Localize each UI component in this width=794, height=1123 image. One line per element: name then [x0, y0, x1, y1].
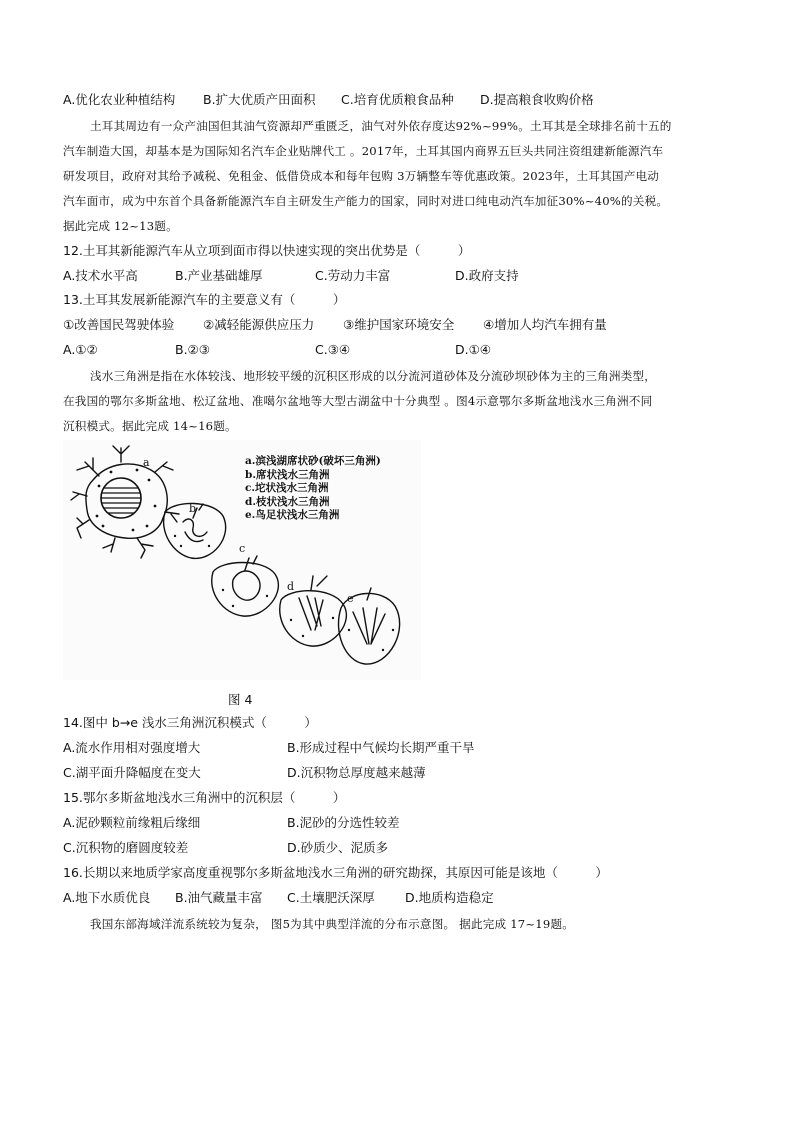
- marker-c: c: [239, 542, 246, 555]
- q14-stem: 14.图中 b→e 浅水三角洲沉积模式（ ）: [63, 715, 317, 730]
- passage1-line: 土耳其周边有一众产油国但其油气资源却严重匮乏，油气对外依存度达92%~99%。土耳其是全球排名前十五的: [90, 119, 672, 133]
- figure-caption: 图 4: [228, 692, 253, 707]
- q11-option-d: D.提高粮食收购价格: [480, 92, 594, 107]
- q14-option-d: D.沉积物总厚度越来越薄: [287, 765, 426, 780]
- q15-options-row2: [63, 840, 743, 856]
- q14-option-c: C.湖平面升降幅度在变大: [63, 765, 201, 780]
- q15-option-c: C.沉积物的磨圆度较差: [63, 840, 189, 855]
- passage3-line: 我国东部海域洋流系统较为复杂， 图5为其中典型洋流的分布示意图。 据此完成 17~19题。: [90, 917, 575, 931]
- q11-option-b: B.扩大优质产田面积: [203, 92, 316, 107]
- q14-options-row2: [63, 765, 743, 781]
- q12-option-a: A.技术水平高: [63, 268, 138, 283]
- q13-statements: [63, 317, 743, 333]
- q12-option-c: C.劳动力丰富: [315, 268, 391, 283]
- q11-option-c: C.培育优质粮食品种: [341, 92, 454, 107]
- q15-option-d: D.砂质少、泥质多: [287, 840, 389, 855]
- delta-a-channels: [71, 446, 179, 558]
- q13-statement: ②减轻能源供应压力: [203, 317, 315, 332]
- q12-option-b: B.产业基础雄厚: [175, 268, 263, 283]
- q11-option-a: A.优化农业种植结构: [63, 92, 176, 107]
- q12-options: [63, 268, 743, 284]
- q13-stem: 13.土耳其发展新能源汽车的主要意义有（ ）: [63, 292, 346, 307]
- q13-option-d: D.①④: [455, 342, 492, 357]
- passage1-line: 汽车制造大国，却基本是为国际知名汽车企业贴牌代工 。2017年，土耳其国内商界五巨头共同注资组建新能源汽车: [63, 144, 664, 158]
- q13-option-a: A.①②: [63, 342, 98, 357]
- q12-option-d: D.政府支持: [455, 268, 519, 283]
- legend-item: c.坨状浅水三角洲: [245, 482, 329, 494]
- marker-a: a: [143, 456, 150, 469]
- passage2-line: 浅水三角洲是指在水体较浅、地形较平缓的沉积区形成的以分流河道砂体及分流砂坝砂体为主的三角洲类型，: [90, 369, 657, 383]
- q12-stem: 12.土耳其新能源汽车从立项到面市得以快速实现的突出优势是（ ）: [63, 243, 471, 258]
- q15-stem: 15.鄂尔多斯盆地浅水三角洲中的沉积层（ ）: [63, 790, 346, 805]
- q11-options: [63, 92, 743, 108]
- q15-option-b: B.泥砂的分选性较差: [287, 815, 400, 830]
- marker-b: b: [189, 502, 197, 515]
- delta-d-outline: [280, 591, 347, 646]
- passage1-line: 汽车面市，成为中东首个具备新能源汽车自主研发生产能力的国家，同时对进口纯电动汽车加征30%~40%的关税。: [63, 194, 669, 208]
- legend-item: e.鸟足状浅水三角洲: [245, 509, 340, 521]
- q16-option-a: A.地下水质优良: [63, 890, 151, 905]
- figure-legend: [245, 455, 381, 523]
- passage2-line: 沉积模式。据此完成 14~16题。: [63, 419, 237, 433]
- q13-statement: ④增加人均汽车拥有量: [483, 317, 607, 332]
- q14-option-a: A.流水作用相对强度增大: [63, 740, 201, 755]
- passage2-line: 在我国的鄂尔多斯盆地、松辽盆地、准噶尔盆地等大型古湖盆中十分典型 。图4示意鄂尔多斯盆地浅水三角洲不同: [63, 394, 653, 408]
- q14-option-b: B.形成过程中气候均长期严重干旱: [287, 740, 475, 755]
- passage1-line: 据此完成 12~13题。: [63, 219, 178, 233]
- q13-statement: ③维护国家环境安全: [343, 317, 455, 332]
- q14-options-row1: [63, 740, 743, 756]
- q13-options: [63, 342, 743, 358]
- delta-a-hatching: [101, 488, 141, 513]
- q16-option-d: D.地质构造稳定: [405, 890, 494, 905]
- marker-d: d: [287, 580, 295, 593]
- q13-statement: ①改善国民驾驶体验: [63, 317, 175, 332]
- q15-option-a: A.泥砂颗粒前缘粗后缘细: [63, 815, 201, 830]
- passage1-line: 研发项目，政府对其给予减税、免租金、低借贷成本和每年包购 3万辆整车等优惠政策。2023年，土耳其国产电动: [63, 169, 660, 183]
- legend-item: a.滨浅湖席状砂(破坏三角洲): [245, 455, 381, 467]
- q15-options-row1: [63, 815, 743, 831]
- legend-item: d.枝状浅水三角洲: [245, 495, 330, 508]
- q16-option-c: C.土壤肥沃深厚: [287, 890, 375, 905]
- marker-e: e: [347, 592, 354, 605]
- q13-option-c: C.③④: [315, 342, 351, 357]
- legend-item: b.席状浅水三角洲: [245, 468, 330, 481]
- q16-option-b: B.油气藏量丰富: [175, 890, 263, 905]
- q16-options: [63, 890, 743, 906]
- q13-option-b: B.②③: [175, 342, 210, 357]
- q16-stem: 16.长期以来地质学家高度重视鄂尔多斯盆地浅水三角洲的研究勘探，其原因可能是该地（ ）: [63, 865, 608, 880]
